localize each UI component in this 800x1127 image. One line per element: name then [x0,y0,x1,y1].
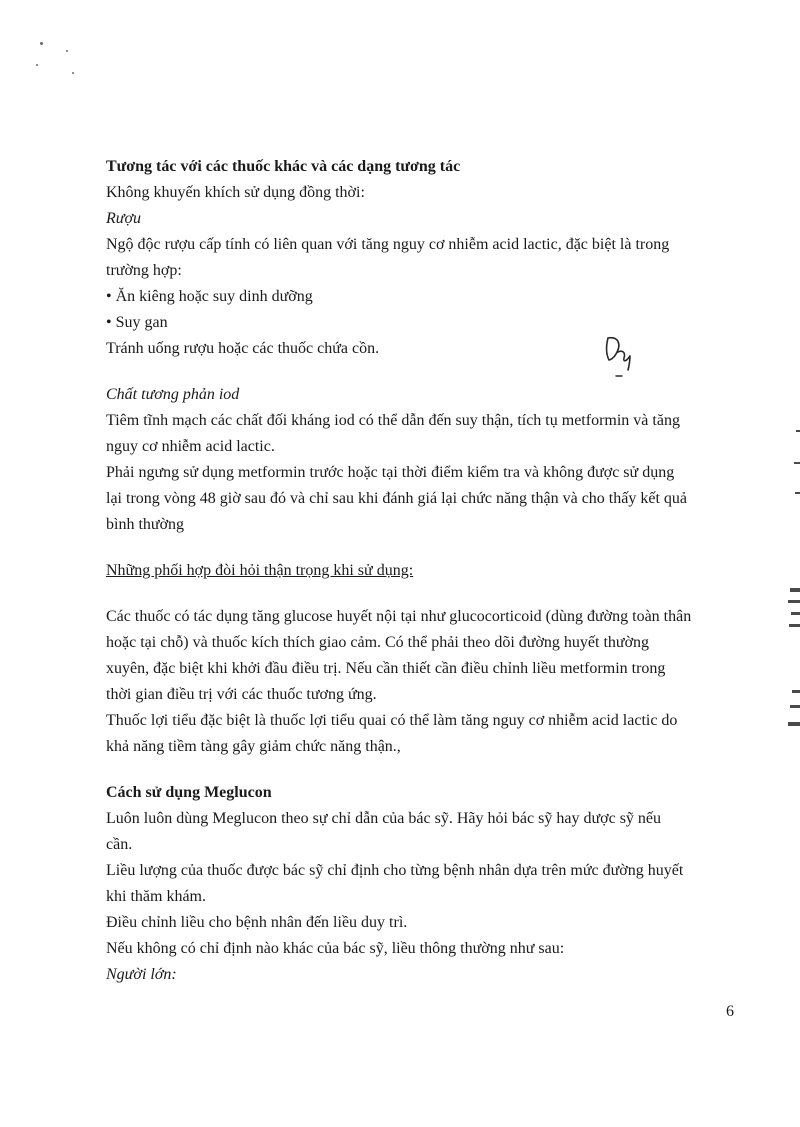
adults-subheading: Người lớn: [106,966,177,983]
iodine-text-line: lại trong vòng 48 giờ sau đó và chỉ sau khi đánh giá lại chức năng thận và cho thấy kết quả [106,490,687,507]
usage-text-line: Nếu không có chỉ định nào khác của bác sỹ, liều thông thường như sau: [106,940,565,957]
usage-text-line: Điều chỉnh liều cho bệnh nhân đến liều duy trì. [106,914,408,931]
scan-edge-mark [794,462,800,464]
interactions-heading: Tương tác với các thuốc khác và các dạng tương tác [106,158,461,175]
caution-text-line: Các thuốc có tác dụng tăng glucose huyết nội tại như glucocorticoid (dùng đường toàn thân [106,608,692,625]
bullet-item: • Ăn kiêng hoặc suy dinh dưỡng [106,288,313,305]
alcohol-text-line: Ngộ độc rượu cấp tính có liên quan với tăng nguy cơ nhiễm acid lactic, đặc biệt là trong [106,236,670,253]
usage-text-line: khi thăm khám. [106,888,206,905]
scan-edge-mark [791,612,800,615]
usage-text-line: Luôn luôn dùng Meglucon theo sự chỉ dẫn của bác sỹ. Hãy hỏi bác sỹ hay dược sỹ nếu [106,810,662,827]
caution-text-line: Thuốc lợi tiểu đặc biệt là thuốc lợi tiểu quai có thể làm tăng nguy cơ nhiễm acid lactic do [106,712,678,729]
usage-heading: Cách sử dụng Meglucon [106,784,272,801]
iodine-text-line: bình thường [106,516,185,533]
iodine-subheading: Chất tương phản iod [106,386,240,403]
alcohol-text-line: trường hợp: [106,262,182,279]
scan-speck [72,72,74,74]
interactions-intro: Không khuyến khích sử dụng đồng thời: [106,184,365,201]
scan-speck [36,64,38,66]
scan-edge-mark [788,722,800,726]
iodine-text-line: Tiêm tĩnh mạch các chất đối kháng iod có thể dẫn đến suy thận, tích tụ metformin và tăng [106,412,680,429]
caution-text-line: khả năng tiềm tàng gây giảm chức năng thận., [106,738,401,755]
spacer [106,362,756,382]
scan-edge-mark [788,600,800,603]
spacer [106,538,756,558]
usage-text-line: Liều lượng của thuốc được bác sỹ chỉ định cho từng bệnh nhân dựa trên mức đường huyết [106,862,684,879]
scan-edge-mark [790,588,800,592]
document-body [106,154,756,988]
caution-text-line: hoặc tại chỗ) và thuốc kích thích giao cảm. Có thể phải theo dõi đường huyết thường [106,634,650,651]
scan-edge-mark [789,624,800,627]
bullet-item: • Suy gan [106,314,168,331]
scan-speck [40,42,43,45]
scan-edge-mark [796,430,800,432]
spacer [106,760,756,780]
scan-edge-mark [790,705,800,708]
iodine-text-line: Phải ngưng sử dụng metformin trước hoặc tại thời điểm kiểm tra và không được sử dụng [106,464,675,481]
usage-text-line: cần. [106,836,133,853]
scan-speck [66,50,68,52]
scan-edge-mark [792,690,800,693]
caution-text-line: thời gian điều trị với các thuốc tương ứng. [106,686,377,703]
scan-edge-mark [795,492,800,494]
page-number: 6 [726,1003,734,1020]
caution-text-line: xuyên, đặc biệt khi khởi đầu điều trị. Nếu cần thiết cần điều chỉnh liều metformin trong [106,660,666,677]
alcohol-advice: Tránh uống rượu hoặc các thuốc chứa cồn. [106,340,380,357]
alcohol-subheading: Rượu [106,210,142,227]
spacer [106,584,756,604]
caution-heading: Những phối hợp đòi hỏi thận trọng khi sử dụng: [106,562,414,579]
iodine-text-line: nguy cơ nhiễm acid lactic. [106,438,275,455]
